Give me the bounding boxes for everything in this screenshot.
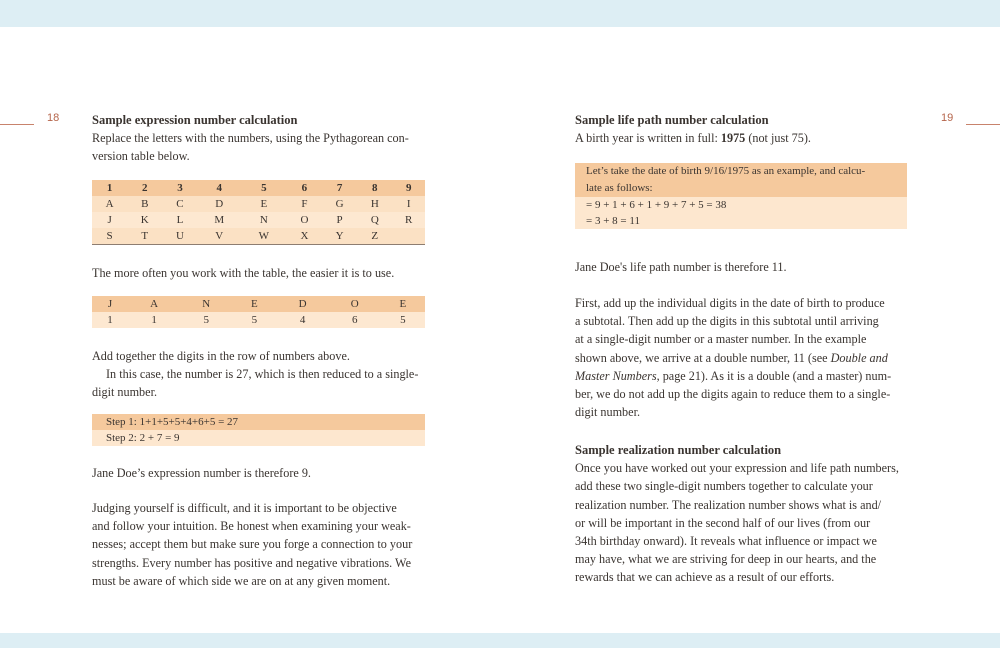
table-cell: B <box>127 196 162 212</box>
table-cell: A <box>128 296 180 312</box>
name-number-table <box>92 296 425 328</box>
left-margin-rule <box>0 124 34 125</box>
realization-line: realization number. The realization number shows what is and/ <box>575 497 882 512</box>
table-cell: X <box>287 228 322 245</box>
table-cell: J <box>92 212 127 228</box>
closing-line: nesses; accept them but make sure you forge a connection to your <box>92 537 413 552</box>
example-line: late as follows: <box>575 180 907 197</box>
table-cell: D <box>198 196 241 212</box>
table-cell: E <box>381 296 425 312</box>
realization-line: rewards that we can achieve as a result of our efforts. <box>575 570 835 585</box>
table-cell: S <box>92 228 127 245</box>
table-cell: L <box>162 212 197 228</box>
closing-line: strengths. Every number has positive and negative vibrations. We <box>92 555 411 570</box>
table-cell <box>392 228 425 245</box>
table-cell: E <box>232 296 276 312</box>
left-page-top <box>92 111 426 166</box>
table-cell: 5 <box>381 312 425 328</box>
closing-line: must be aware of which side we are on at any given moment. <box>92 573 391 588</box>
table-cell: N <box>180 296 232 312</box>
para-add: Add together the digits in the row of numbers above. <box>92 349 350 363</box>
life-path-result-block <box>575 258 909 276</box>
table-cell: 4 <box>277 312 329 328</box>
table-cell: V <box>198 228 241 245</box>
example-box <box>575 163 907 229</box>
header-cell: 3 <box>162 180 197 196</box>
table-note-block <box>92 264 426 282</box>
explain-line <box>575 367 907 385</box>
add-digits-block <box>92 347 426 402</box>
table-cell: O <box>329 296 381 312</box>
table-cell: G <box>322 196 357 212</box>
table-cell: F <box>287 196 322 212</box>
intro-line-1: Replace the letters with the numbers, using the Pythagorean con- <box>92 131 409 146</box>
closing-line: Judging yourself is difficult, and it is important to be objective <box>92 501 397 515</box>
pythagorean-conversion-table <box>92 180 425 245</box>
explain-line: digit number. <box>575 405 640 420</box>
cross-reference: Master Numbers <box>575 368 657 383</box>
table-cell: 1 <box>128 312 180 328</box>
realization-heading: Sample realization number calculation <box>575 443 782 457</box>
table-cell: M <box>198 212 241 228</box>
table-row <box>92 228 425 245</box>
table-cell: T <box>127 228 162 245</box>
realization-line: or will be important in the second half of our lives (from our <box>575 515 871 530</box>
explain-line: ber, we do not add up the digits again to reduce them to a single- <box>575 387 891 402</box>
explain-text: , page 21). As it is a double (and a master) num- <box>656 368 892 383</box>
intro-text: A birth year is written in full: <box>575 131 721 146</box>
header-cell: 5 <box>241 180 287 196</box>
table-cell: D <box>277 296 329 312</box>
intro-line-2: version table below. <box>92 149 190 164</box>
table-cell: E <box>241 196 287 212</box>
header-cell: 1 <box>92 180 127 196</box>
table-cell: 5 <box>180 312 232 328</box>
right-margin-rule <box>966 124 1000 125</box>
example-line: = 3 + 8 = 11 <box>575 213 907 229</box>
para-case-line-2: digit number. <box>92 385 157 400</box>
birth-year-note <box>575 129 909 147</box>
table-header-row <box>92 180 425 196</box>
realization-line: 34th birthday onward). It reveals what influence or impact we <box>575 534 877 549</box>
table-cell: 5 <box>232 312 276 328</box>
expression-result-block <box>92 464 426 482</box>
bottom-band <box>0 633 1000 648</box>
example-line: = 9 + 1 + 6 + 1 + 9 + 7 + 5 = 38 <box>575 197 907 213</box>
header-cell: 2 <box>127 180 162 196</box>
table-cell: K <box>127 212 162 228</box>
table-row <box>92 196 425 212</box>
table-cell: 1 <box>92 312 128 328</box>
step-2: Step 2: 2 + 7 = 9 <box>92 430 425 446</box>
table-cell: W <box>241 228 287 245</box>
cross-reference: Double and <box>830 350 888 365</box>
right-page-top <box>575 111 909 147</box>
explain-paragraph <box>575 294 907 421</box>
closing-line: and follow your intuition. Be honest when examining your weak- <box>92 519 411 534</box>
table-note: The more often you work with the table, the easier it is to use. <box>92 266 395 280</box>
left-page-number: 18 <box>47 112 60 124</box>
header-cell: 9 <box>392 180 425 196</box>
table-cell: R <box>392 212 425 228</box>
life-path-heading: Sample life path number calculation <box>575 113 769 127</box>
table-cell: 6 <box>329 312 381 328</box>
table-cell: Q <box>357 212 392 228</box>
life-path-result: Jane Doe's life path number is therefore 11. <box>575 260 787 274</box>
table-cell: A <box>92 196 127 212</box>
right-page-number: 19 <box>941 112 954 124</box>
header-cell: 8 <box>357 180 392 196</box>
realization-line: Once you have worked out your expression and life path numbers, <box>575 461 899 476</box>
expression-result: Jane Doe’s expression number is therefore 9. <box>92 466 311 480</box>
intro-year: 1975 <box>720 131 746 146</box>
explain-line: a subtotal. Then add up the digits in this subtotal until arriving <box>575 314 879 329</box>
header-cell: 4 <box>198 180 241 196</box>
explain-line <box>575 349 907 367</box>
example-line: Let’s take the date of birth 9/16/1975 as an example, and calcu- <box>575 163 907 180</box>
realization-line: add these two single-digit numbers together to calculate your <box>575 479 873 494</box>
table-cell: C <box>162 196 197 212</box>
explain-line: at a single-digit number or a master number. In the example <box>575 332 867 347</box>
table-cell: N <box>241 212 287 228</box>
step-1: Step 1: 1+1+5+5+4+6+5 = 27 <box>92 414 425 430</box>
table-cell: U <box>162 228 197 245</box>
realization-line: may have, what we are striving for deep in our hearts, and the <box>575 552 877 567</box>
name-letters-row <box>92 296 425 312</box>
table-cell: H <box>357 196 392 212</box>
table-cell: J <box>92 296 128 312</box>
table-cell: O <box>287 212 322 228</box>
explain-text: shown above, we arrive at a double number, 11 (see <box>575 350 831 365</box>
table-cell: Y <box>322 228 357 245</box>
explain-line: First, add up the individual digits in the date of birth to produce <box>575 296 885 310</box>
closing-paragraph <box>92 499 426 590</box>
table-cell: Z <box>357 228 392 245</box>
para-case-line-1: In this case, the number is 27, which is then reduced to a single- <box>106 367 419 382</box>
table-cell: P <box>322 212 357 228</box>
name-numbers-row <box>92 312 425 328</box>
header-cell: 7 <box>322 180 357 196</box>
realization-section <box>575 441 907 587</box>
expression-heading: Sample expression number calculation <box>92 113 298 127</box>
intro-text: (not just 75). <box>745 131 811 146</box>
steps-box <box>92 414 425 446</box>
table-row <box>92 212 425 228</box>
header-cell: 6 <box>287 180 322 196</box>
table-cell: I <box>392 196 425 212</box>
